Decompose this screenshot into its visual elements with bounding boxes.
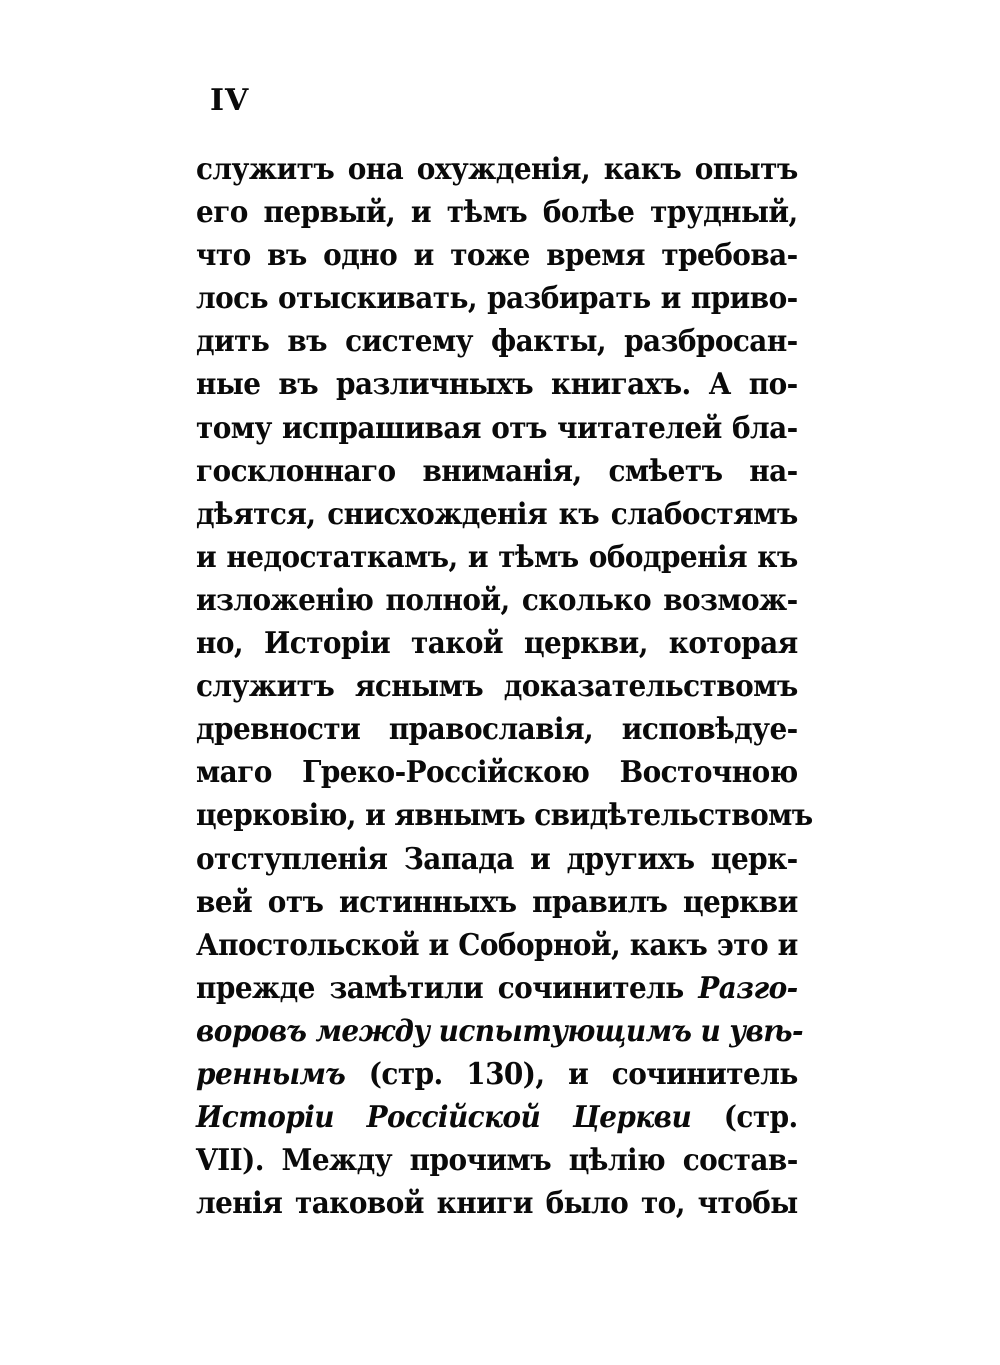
italic-title-segment: Исторіи Россійской Церкви <box>196 1100 692 1136</box>
text-line <box>196 1053 798 1096</box>
text-segment: вей отъ истинныхъ правилъ церкви <box>196 884 798 920</box>
body-text <box>196 148 813 1225</box>
text-segment: изложенію полной, сколько возмож- <box>196 582 798 618</box>
text-segment: церковію, и явнымъ свидѣтельствомъ <box>196 798 813 834</box>
text-segment: VII). Между прочимъ цѣлію состав- <box>196 1143 798 1179</box>
text-line <box>196 277 798 320</box>
text-line <box>196 234 798 277</box>
text-line <box>196 493 798 536</box>
text-line <box>196 536 798 579</box>
text-line <box>196 881 798 924</box>
text-line <box>196 363 798 406</box>
text-line <box>196 924 798 967</box>
text-segment: госклоннаго вниманія, смѣетъ на- <box>196 453 798 489</box>
text-line <box>196 191 798 234</box>
text-segment: но, Исторіи такой церкви, которая <box>196 626 798 662</box>
text-line <box>196 708 798 751</box>
text-segment: (стр. <box>691 1100 798 1136</box>
italic-title-segment: реннымъ <box>196 1056 346 1092</box>
text-segment: дить въ систему факты, разбросан- <box>196 324 798 360</box>
text-segment: тому испрашивая отъ читателей бла- <box>196 410 798 446</box>
text-segment: Апостольской и Соборной, какъ это и <box>196 927 798 963</box>
text-segment: прежде замѣтили сочинитель <box>196 970 699 1006</box>
text-line <box>196 967 798 1010</box>
text-line <box>196 1010 804 1053</box>
text-line <box>196 1182 798 1225</box>
text-segment: его первый, и тѣмъ болѣе трудный, <box>196 195 798 231</box>
text-line <box>196 838 798 881</box>
text-segment: служитъ яснымъ доказательствомъ <box>196 669 798 705</box>
text-segment: ные въ различныхъ книгахъ. А по- <box>196 367 798 403</box>
text-segment: служитъ она охужденія, какъ опытъ <box>196 152 798 187</box>
text-segment: ленія таковой книги было то, чтобы <box>196 1186 798 1222</box>
text-line <box>196 148 798 191</box>
text-line <box>196 794 813 837</box>
text-segment: древности православія, исповѣдуе- <box>196 712 798 748</box>
italic-title-segment: воровъ между испытующимъ и увѣ- <box>196 1013 804 1049</box>
text-line <box>196 1096 798 1139</box>
text-line <box>196 450 798 493</box>
text-segment: (стр. 130), и сочинитель <box>345 1056 798 1092</box>
text-line <box>196 622 798 665</box>
text-line <box>196 665 798 708</box>
text-segment: и недостаткамъ, и тѣмъ ободренія къ <box>196 539 798 575</box>
text-line <box>196 407 798 450</box>
text-segment: что въ одно и тоже время требова- <box>196 238 798 274</box>
text-segment: дѣятся, снисхожденія къ слабостямъ <box>196 496 798 532</box>
text-line <box>196 320 798 363</box>
italic-title-segment: Разго- <box>698 970 798 1006</box>
text-segment: лось отыскивать, разбирать и приво- <box>196 281 798 317</box>
text-segment: отступленія Запада и другихъ церк- <box>196 841 798 877</box>
text-line <box>196 579 798 622</box>
text-line <box>196 751 798 794</box>
text-line <box>196 1139 798 1182</box>
page-number: IV <box>210 83 250 118</box>
text-segment: маго Греко-Россійскою Восточною <box>196 755 798 791</box>
